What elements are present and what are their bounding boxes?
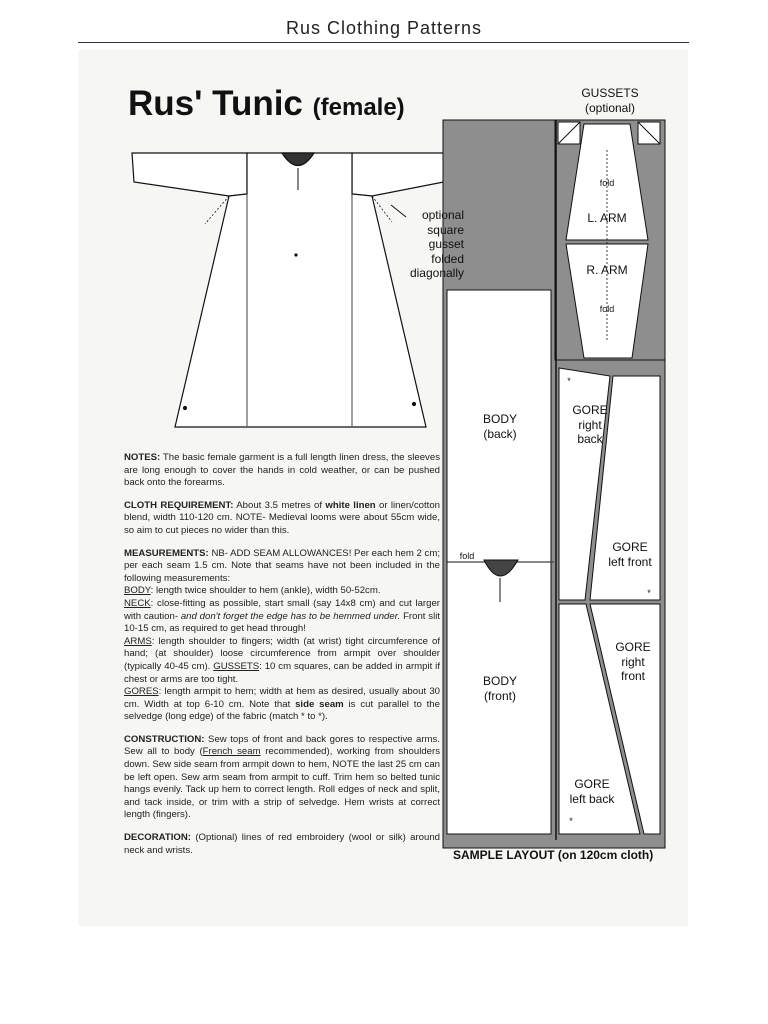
measurements-text: NB- ADD SEAM ALLOWANCES! Per each hem 2 cm; per each seam 1.5 cm. Note that seams have not been included in the following measurements: [124,547,440,584]
gore-label-text: GORE [572,403,608,417]
pattern-title-sub: (female) [312,94,405,121]
decoration-heading: DECORATION: [124,832,191,844]
cloth-heading: CLOTH REQUIREMENT: [124,499,234,511]
neck-text-2: Front slit 10-15 cm, as required to get head through! [124,610,440,635]
callout-line: diagonally [409,266,464,280]
cloth-bold: white linen [325,499,376,511]
arms-term: ARMS [124,635,152,647]
construction-text-2: recommended), working from shoulders down. Sew side seam from armpit down to hem, NOTE the last 25 cm can be left open. Sew arm seam from armpit to cuff. Trim hem so belted tunic hangs evenly. Tack up hem to correct length. Roll edges of neck and split, and tack inside, or trim with a strip of selvedge. Hem wrists at correct length (fingers). [124,746,441,821]
measurements-paragraph [124,548,440,724]
callout-line: optional [421,208,464,222]
body-back-label-sub: (back) [483,426,517,441]
pattern-title-main: Rus' Tunic [128,84,303,123]
page-header-title: Rus Clothing Patterns [285,18,483,38]
body-term: BODY [124,585,151,597]
gore-label-text: GORE [574,777,610,791]
notes-text: The basic female garment is a full length linen dress, the sleeves are long enough to cover the hands in cold weather, or can be pushed back onto the forearms. [124,452,440,489]
construction-paragraph [124,734,440,822]
gore-left-front-label [600,540,660,569]
fold-label-left-arm: fold [599,178,615,188]
arms-text: : length shoulder to fingers; width (at wrist) tight circumference of hand; (at shoulder) loose circumference from armpit over shoulder (typically 40-45 cm). [124,635,440,672]
cutting-layout [443,120,665,848]
body-front-label [460,674,540,703]
gore-label-text: GORE [615,640,651,654]
callout-line: square [427,222,464,237]
gore-label-sub: right back [577,417,603,446]
gore-right-front-label [606,640,660,684]
asterisk-mark: * [569,816,573,826]
neck-term: NECK [124,597,151,609]
body-text: : length twice shoulder to hem (ankle), width 50-52cm. [150,585,381,597]
gores-text: : length armpit to hem; width at hem as desired, usually about 30 cm. Width at top 6-10 cm. Note that [124,686,440,710]
callout-line: folded [431,251,464,266]
gore-left-back-label [562,777,622,806]
measurements-heading: MEASUREMENTS: [124,547,209,559]
tunic-left-sleeve [132,153,247,196]
gores-bold: side seam [295,698,344,710]
construction-text: Sew tops of front and back gores to respective arms. Sew all to body ( [124,733,440,758]
cloth-text: About 3.5 metres of [236,499,323,511]
notes-paragraph [124,452,440,490]
asterisk-mark: * [647,588,651,598]
tunic-drawing [132,153,464,427]
cloth-text: or linen/cotton blend, width 110-120 cm. NOTE- Medieval looms were about 55cm wide, so aim to cut pieces no wider than this. [124,499,440,536]
decoration-paragraph [124,832,440,857]
gores-term: GORES [124,686,159,698]
fold-label-right-arm: fold [599,304,615,314]
right-arm-label: R. ARM [586,263,628,277]
gussets-label-sub: (optional) [584,100,636,115]
neck-italic: and don't forget the edge has to be hemmed under. [180,610,401,622]
gore-label-text: GORE [612,540,648,554]
body-front-label-text: BODY [482,674,517,688]
pattern-notes [124,452,440,867]
layout-caption: SAMPLE LAYOUT (on 120cm cloth) [453,848,654,862]
gussets-label-text: GUSSETS [581,86,639,100]
gussets-term: GUSSETS [213,660,260,672]
gore-label-sub: left front [608,554,652,569]
gussets-label [560,86,660,115]
decoration-text: (Optional) lines of red embroidery (wool or silk) around neck and wrists. [124,832,440,856]
gore-label-sub: right front [620,654,645,683]
body-back-label-text: BODY [482,412,517,426]
body-back-label [460,412,540,441]
neck-text: : close-fitting as possible, start small (say 14x8 cm) and cut larger with caution- [124,597,440,622]
cloth-paragraph [124,500,440,538]
gore-right-back-label [562,403,618,447]
gore-label-sub: left back [569,791,615,806]
fold-label-body: fold [459,551,475,561]
construction-heading: CONSTRUCTION: [124,733,205,745]
gores-text-2: is cut parallel to the selvedge (long edge) of the fabric (match * to *). [124,698,440,723]
left-arm-label: L. ARM [587,211,627,225]
callout-line: gusset [428,237,464,251]
gusset-callout [398,208,464,281]
gussets-text: : 10 cm squares, can be added in armpit if chest or arms are too tight. [124,660,440,685]
asterisk-mark: * [567,376,571,386]
french-seam-term: French seam [202,746,261,758]
body-front-label-sub: (front) [483,688,516,703]
notes-heading: NOTES: [124,452,161,463]
